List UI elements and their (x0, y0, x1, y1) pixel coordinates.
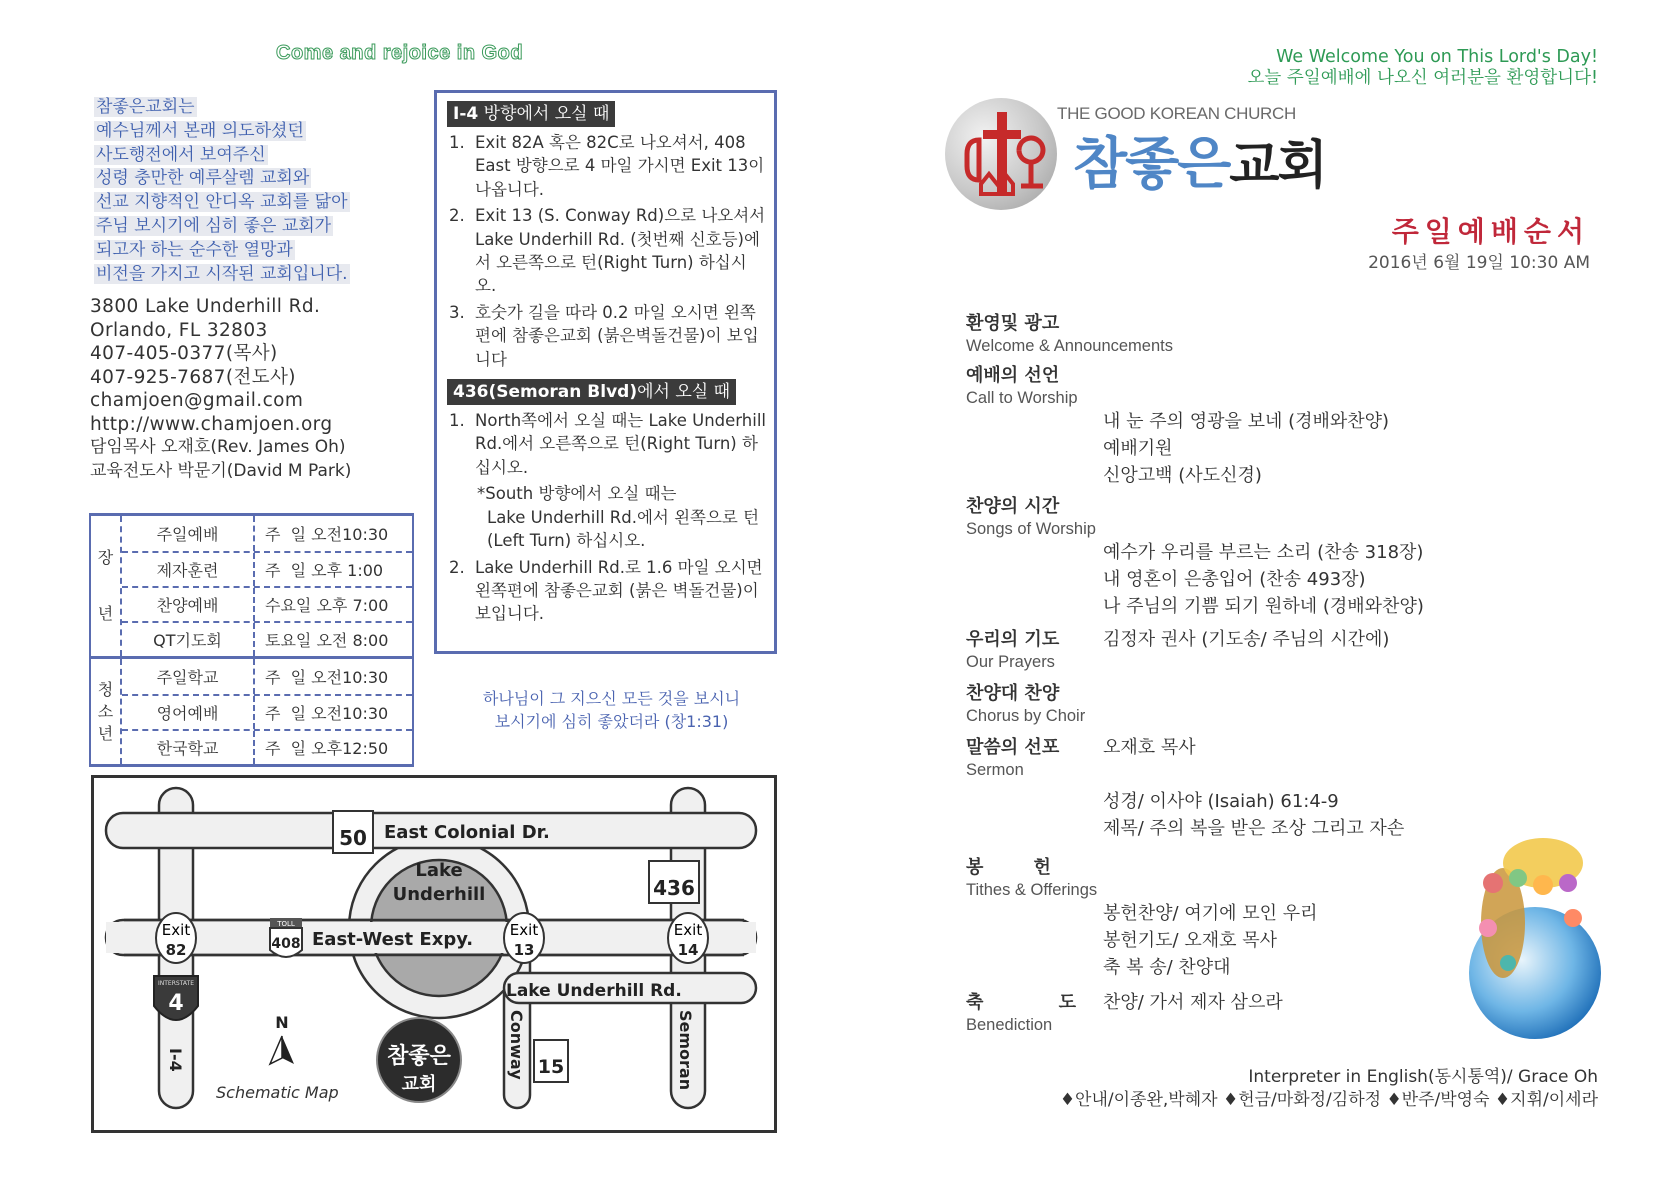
phone-evangelist: 407-925-7687(전도사) (90, 366, 296, 388)
svg-text:Exit: Exit (161, 921, 191, 939)
address-line-2: Orlando, FL 32803 (90, 319, 268, 341)
service-time: 토요일 오전 8:00 (265, 631, 389, 650)
direction-step (445, 556, 766, 626)
svg-text:82: 82 (165, 941, 187, 959)
cross-emblem-icon (957, 104, 1057, 204)
svg-text:Exit: Exit (673, 921, 703, 939)
address-line-1: 3800 Lake Underhill Rd. (90, 296, 321, 317)
tagline: Come and rejoice in God (276, 42, 524, 64)
table-row (122, 586, 412, 621)
service-credits (1060, 1066, 1598, 1112)
directions-heading-i4 (447, 101, 615, 127)
item-details (966, 408, 1606, 489)
mission-line: 성령 충만한 예루살렘 교회와 (96, 168, 310, 189)
church-logo (945, 98, 1395, 208)
direction-note (445, 482, 766, 552)
lake-label: Underhill (392, 884, 486, 905)
mission-line: 참좋은교회는 (96, 97, 195, 117)
schedule-group-youth (91, 656, 412, 764)
detail-line: 신앙고백 (사도신경) (1103, 465, 1262, 486)
service-time: 주 일 오전10:30 (265, 704, 389, 723)
svg-text:Exit: Exit (509, 921, 539, 939)
service-time: 수요일 오후 7:00 (265, 596, 389, 615)
label-semoran: Semoran (676, 1010, 695, 1091)
heading-bold: I-4 (453, 104, 479, 124)
item-english: Welcome & Announcements (966, 337, 1173, 355)
table-row (122, 516, 412, 551)
heading-rest: 방향에서 오실 때 (478, 104, 610, 124)
service-schedule-table (89, 513, 414, 767)
item-korean: 찬양대 찬양 (966, 683, 1060, 704)
service-name: 제자훈련 (122, 553, 255, 586)
map-graphic (94, 778, 774, 1130)
item-inline-detail: 김정자 권사 (기도송/ 주님의 시간에) (1103, 629, 1390, 650)
note-line: *South 방향에서 오실 때는 (477, 484, 677, 504)
service-time: 주 일 오전10:30 (265, 668, 389, 687)
program-item (966, 495, 1606, 620)
service-time: 주 일 오후 1:00 (265, 561, 384, 580)
detail-line: 제목/ 주의 복을 받은 조상 그리고 자손 (1103, 818, 1405, 839)
mission-line: 선교 지향적인 안디옥 교회를 닮아 (96, 192, 348, 213)
group-label-char: 년 (97, 604, 114, 623)
detail-line: 나 주님의 기쁨 되기 원하네 (경배와찬양) (1103, 596, 1424, 617)
order-of-worship-title: 주일예배순서 (1391, 215, 1590, 248)
logo-korean-dark: 교회 (1229, 136, 1326, 196)
item-inline-detail: 찬양/ 가서 제자 삼으라 (1103, 992, 1283, 1013)
directions-heading-436 (447, 379, 736, 405)
mission-line: 비전을 가지고 시작된 교회입니다. (96, 263, 348, 284)
step-number: 1. (449, 411, 465, 431)
service-name: 영어예배 (122, 696, 255, 729)
label-i4: I-4 (166, 1048, 185, 1072)
directions-box (434, 90, 777, 654)
program-item (966, 364, 1606, 489)
schedule-group-adult (91, 516, 412, 656)
verse-line: 하나님이 그 지으신 모든 것을 보시니 (482, 689, 741, 708)
service-time: 주 일 오전10:30 (265, 525, 389, 544)
heading-rest: 에서 오실 때 (637, 382, 731, 403)
heading-bold: 436(Semoran Blvd) (453, 382, 638, 403)
item-korean: 예배의 선언 (966, 365, 1060, 386)
table-row (122, 694, 412, 729)
direction-step (445, 301, 766, 371)
email-link[interactable]: chamjoen@gmail.com (90, 390, 304, 411)
service-name: QT기도회 (122, 623, 255, 656)
item-details (966, 539, 1606, 620)
item-english: Call to Worship (966, 389, 1078, 407)
contact-info (90, 295, 351, 483)
group-label (91, 516, 122, 656)
table-row (122, 621, 412, 656)
svg-text:436: 436 (653, 876, 695, 900)
interpreter-credit: Interpreter in English(동시통역)/ Grace Oh (1248, 1067, 1598, 1087)
svg-text:15: 15 (537, 1056, 565, 1078)
direction-step (445, 204, 766, 298)
label-underhill: Lake Underhill Rd. (506, 981, 682, 1001)
step-number: 1. (449, 133, 465, 152)
service-date: 2016년 6월 19일 10:30 AM (1368, 253, 1590, 273)
logo-korean-text (1073, 132, 1326, 199)
detail-line: 봉헌기도/ 오재호 목사 (1103, 930, 1277, 951)
lake-label: Lake (415, 860, 463, 881)
item-english: Chorus by Choir (966, 707, 1086, 725)
detail-line: 성경/ 이사야 (Isaiah) 61:4-9 (1103, 791, 1339, 812)
website-link[interactable]: http://www.chamjoen.org (90, 413, 333, 435)
svg-text:14: 14 (677, 941, 699, 959)
step-text: North쪽에서 오실 때는 Lake Underhill Rd.에서 오른쪽으로 턴(Right Turn) 하십시오. (475, 411, 766, 477)
step-number: 3. (449, 302, 465, 322)
mission-line: 주님 보시기에 심히 좋은 교회가 (96, 215, 332, 236)
north-label: N (275, 1013, 289, 1032)
program-item (966, 312, 1606, 356)
service-name: 한국학교 (122, 731, 255, 764)
phone-pastor: 407-405-0377(목사) (90, 343, 278, 364)
group-label-char: 소 (97, 701, 114, 721)
welcome-english: We Welcome You on This Lord's Day! (1276, 47, 1598, 67)
welcome-message (1248, 47, 1598, 89)
volunteer-credits: ♦안내/이종완,박혜자 ♦헌금/마화정/김하정 ♦반주/박영숙 ♦지휘/이세라 (1059, 1090, 1598, 1110)
label-conway: Conway (507, 1010, 526, 1080)
map-caption: Schematic Map (216, 1083, 339, 1102)
detail-line: 봉헌찬양/ 여기에 모인 우리 (1103, 903, 1318, 924)
item-korean: 우리의 기도 (966, 629, 1060, 650)
direction-step (445, 409, 766, 479)
verse-line: 보시기에 심히 좋았더라 (창1:31) (494, 712, 729, 731)
logo-korean-blue: 참좋은 (1073, 132, 1230, 197)
evangelist-name: 교육전도사 박문기(David M Park) (90, 460, 352, 481)
north-arrow-icon (270, 1036, 282, 1064)
bible-verse (440, 687, 783, 733)
schematic-map (91, 775, 777, 1133)
step-text: 호숫가 길을 따라 0.2 마일 오시면 왼쪽편에 참좋은교회 (붉은벽돌건물)이 보입니다 (475, 302, 759, 369)
svg-text:13: 13 (513, 941, 535, 959)
svg-text:50: 50 (339, 826, 367, 850)
item-inline-detail: 오재호 목사 (1103, 737, 1196, 758)
table-row (122, 659, 412, 694)
service-name: 주일학교 (122, 659, 255, 694)
detail-line: 내 눈 주의 영광을 보네 (경배와찬양) (1103, 411, 1390, 432)
item-english: Tithes & Offerings (966, 881, 1098, 899)
program-item (966, 682, 1606, 726)
logo-english-text: THE GOOD KOREAN CHURCH (1057, 104, 1296, 123)
mission-statement (94, 96, 384, 286)
detail-line: 예수가 우리를 부르는 소리 (찬송 318장) (1103, 542, 1424, 563)
item-korean: 축 도 (966, 992, 1076, 1013)
label-expy: East-West Expy. (312, 929, 474, 950)
item-korean: 찬양의 시간 (966, 496, 1060, 517)
table-row (122, 729, 412, 764)
direction-step (445, 131, 766, 201)
note-line: Lake Underhill Rd.에서 왼쪽으로 턴(Left Turn) 하십시오. (487, 507, 760, 551)
item-english: Benediction (966, 1016, 1053, 1034)
detail-line: 축 복 송/ 찬양대 (1103, 957, 1231, 978)
group-label-char: 장 (97, 548, 114, 567)
item-korean: 환영및 광고 (966, 313, 1060, 334)
step-text: Exit 82A 혹은 82C로 나오셔서, 408 East 방향으로 4 마일 가시면 Exit 13이 나옵니다. (475, 133, 765, 199)
group-label (91, 659, 122, 764)
mission-line: 예수님께서 본래 의도하셨던 (96, 120, 304, 141)
item-korean: 말씀의 선포 (966, 737, 1060, 758)
mission-line: 되고자 하는 순수한 열망과 (96, 239, 293, 260)
service-time: 주 일 오후12:50 (265, 739, 389, 758)
svg-text:INTERSTATE: INTERSTATE (158, 980, 194, 987)
group-label-char: 년 (97, 723, 114, 743)
service-name: 주일예배 (122, 516, 255, 551)
mission-line: 사도행전에서 보여주신 (96, 144, 266, 165)
svg-text:4: 4 (168, 991, 184, 1016)
detail-line: 내 영혼이 은총입어 (찬송 493장) (1103, 569, 1366, 590)
step-number: 2. (449, 557, 465, 577)
children-globe-illustration (1463, 823, 1601, 1041)
service-name: 찬양예배 (122, 588, 255, 621)
svg-text:TOLL: TOLL (277, 920, 295, 928)
svg-text:참좋은: 참좋은 (387, 1044, 451, 1069)
detail-line: 예배기원 (1103, 438, 1173, 459)
item-english: Our Prayers (966, 653, 1055, 671)
item-korean: 봉 헌 (966, 857, 1051, 878)
svg-text:408: 408 (271, 936, 301, 952)
item-english: Sermon (966, 761, 1024, 779)
item-english: Songs of Worship (966, 520, 1096, 538)
welcome-korean: 오늘 주일예배에 나오신 여러분을 환영합니다! (1247, 68, 1598, 88)
step-text: Exit 13 (S. Conway Rd)으로 나오셔서 Lake Underhill Rd. (첫번째 신호등)에서 오른쪽으로 턴(Right Turn) 하십시오. (475, 206, 766, 296)
svg-text:교회: 교회 (401, 1074, 437, 1095)
program-item (966, 628, 1606, 672)
label-colonial: East Colonial Dr. (384, 822, 550, 843)
step-text: Lake Underhill Rd.로 1.6 마일 오시면 왼쪽편에 참좋은교회 (붉은 벽돌건물)이 보입니다. (475, 557, 763, 624)
table-row (122, 551, 412, 586)
pastor-name: 담임목사 오재호(Rev. James Oh) (90, 437, 346, 457)
group-label-char: 청 (97, 679, 114, 699)
step-number: 2. (449, 206, 465, 226)
